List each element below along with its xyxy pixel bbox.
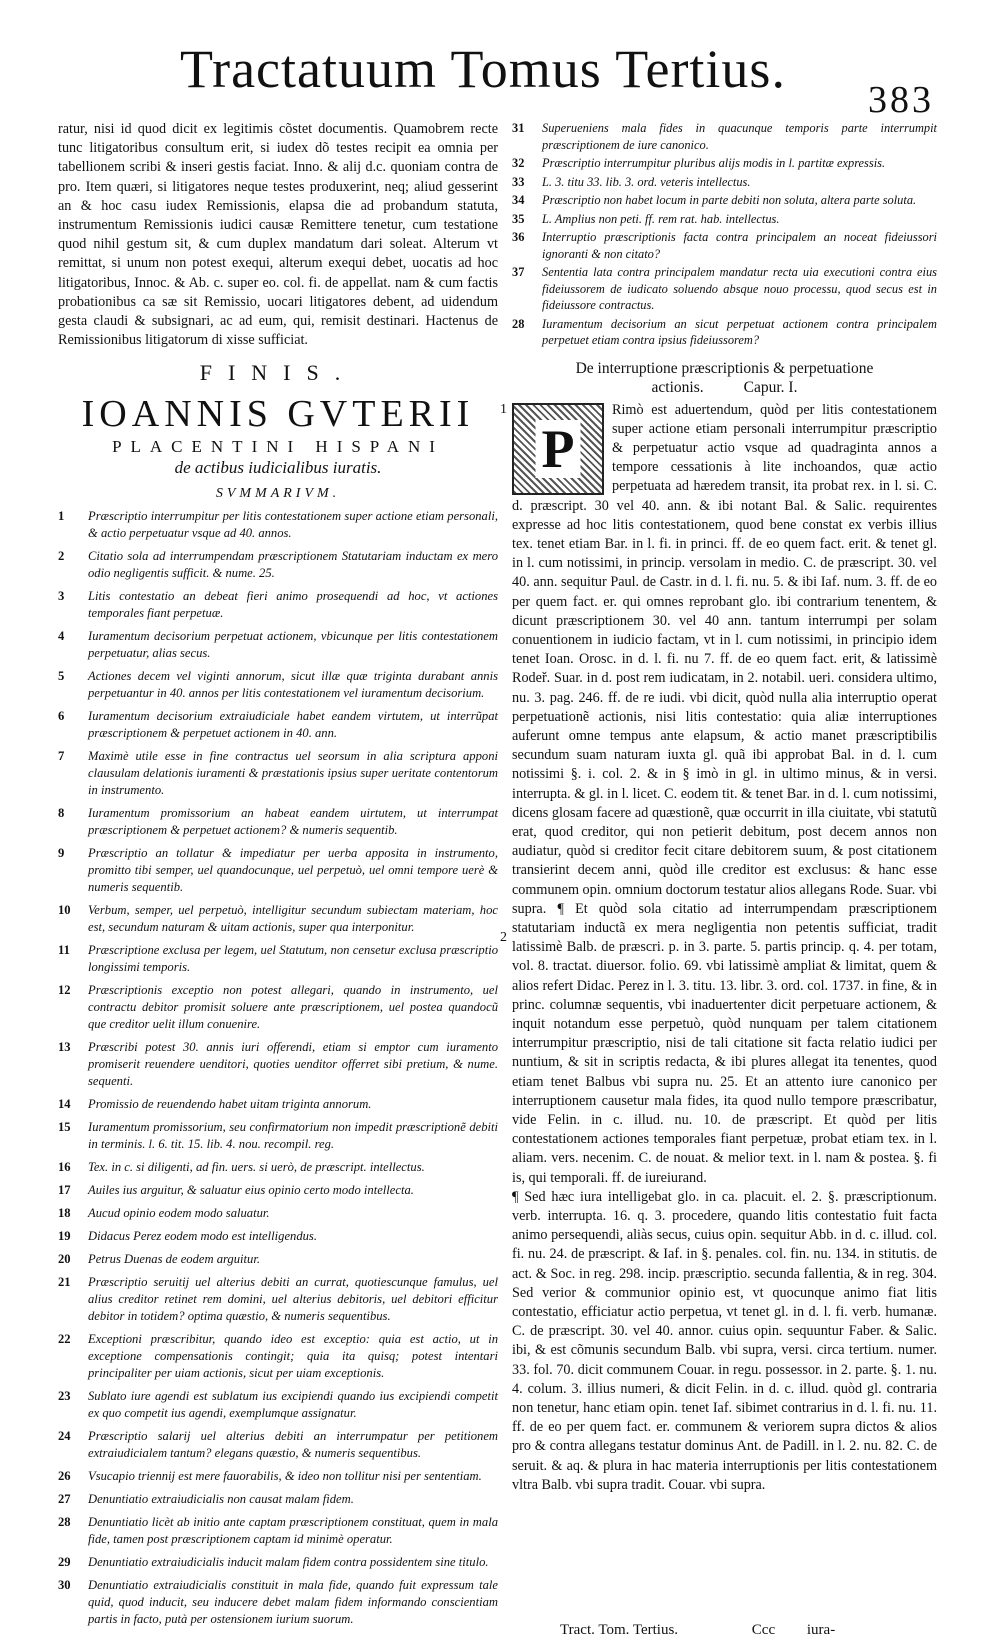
summary-text: Præscriptio interrumpitur pluribus alijs modis in l. partitæ expressis. bbox=[542, 156, 886, 170]
summary-text: L. Amplius non peti. ff. rem rat. hab. intellectus. bbox=[542, 211, 780, 226]
summary-item bbox=[58, 1428, 498, 1462]
summary-number: 1 bbox=[58, 509, 65, 524]
summary-item bbox=[58, 1205, 498, 1222]
chapter-subtitle bbox=[512, 378, 937, 397]
summary-item bbox=[512, 120, 937, 153]
summary-text: Præscriptio non habet locum in parte debiti non soluta, altera parte soluta. bbox=[542, 193, 917, 207]
summary-number: 33 bbox=[512, 174, 525, 189]
summary-text: Actiones decem vel viginti annorum, sicut illæ quæ triginta durabant annis perpetuantur in 40. annos per litis contestationem vel iuramentum decisorium. bbox=[88, 669, 498, 701]
summary-item bbox=[58, 1468, 498, 1485]
summary-item bbox=[512, 155, 937, 172]
summary-item bbox=[58, 548, 498, 582]
signature-mark: Ccc bbox=[751, 1622, 776, 1638]
summary-number: 31 bbox=[512, 121, 525, 135]
summary-item bbox=[58, 708, 498, 742]
summary-number: 36 bbox=[512, 230, 525, 244]
summary-item bbox=[58, 902, 498, 936]
initial-letter: P bbox=[536, 420, 581, 478]
summary-item bbox=[58, 1159, 498, 1176]
summary-item bbox=[512, 264, 937, 314]
summary-item bbox=[512, 229, 937, 262]
page-footer bbox=[560, 1622, 835, 1639]
summary-number: 7 bbox=[58, 749, 65, 764]
summary-item bbox=[512, 174, 937, 191]
author-subtitle: PLACENTINI HISPANI bbox=[112, 437, 444, 457]
summary-text: Citatio sola ad interrumpendam præscriptionem Statutariam inductam ex mero odio negligentis sufficit. & nume. 25. bbox=[88, 549, 498, 581]
summary-text: Exceptioni præscribitur, quando ideo est exceptio: quia est actio, ut in exceptione compensationis contingit; quia ita quisq; potest intentari principaliter per uiam actionis, sicut per uiam exceptionis. bbox=[88, 1332, 498, 1381]
summary-item bbox=[58, 1491, 498, 1508]
margin-note: 1 bbox=[500, 402, 507, 417]
summary-text: Denuntiatio extraiudicialis inducit malam fidem contra possidentem sine titulo. bbox=[88, 1555, 489, 1570]
summary-number: 28 bbox=[512, 316, 525, 331]
summary-number: 2 bbox=[58, 549, 65, 564]
summary-text: Iuramentum decisorium an sicut perpetuat actionem contra principalem perpetuet etiam contra ipsius fideiussorem? bbox=[542, 316, 937, 347]
summary-text: Iuramentum decisorium perpetuat actionem, vbicunque per litis contestationem perpetuatur, alias secus. bbox=[88, 629, 498, 661]
summary-number: 24 bbox=[58, 1429, 71, 1444]
summary-item bbox=[58, 1388, 498, 1422]
summary-item bbox=[512, 211, 937, 228]
summary-item bbox=[58, 1554, 498, 1571]
summary-number: 5 bbox=[58, 669, 65, 684]
running-title: Tractatuum Tomus Tertius. bbox=[180, 39, 786, 99]
summary-text: Litis contestatio an debeat fieri animo prosequendi ad hoc, vt actiones temporales fiant perpetuæ. bbox=[88, 589, 498, 621]
summary-item bbox=[58, 1514, 498, 1548]
summary-text: Maximè utile esse in fine contractus uel seorsum in alia scriptura apponi clausulam delationis iuramenti & præstationis ipsius super ueritate contentorum in instrumento. bbox=[88, 749, 498, 798]
summary-number: 19 bbox=[58, 1229, 71, 1244]
left-column bbox=[58, 120, 498, 1634]
summary-number: 15 bbox=[58, 1120, 71, 1135]
summary-number: 16 bbox=[58, 1160, 71, 1175]
summary-number: 12 bbox=[58, 983, 71, 998]
chapter-text-paragraph: ¶ Sed hæc iura intelligebat glo. in ca. placuit. el. 2. §. præscriptionum. verb. interrupta. 16. q. 3. procedere, quando litis contestatio fuit facta animo persequendi, aliàs secus, cuius opin. sequitur Abb. in d. c. illud. col. fi. nu. 24. de præscript. & Iaf. in §. penales. col. fin. nu. 134. in stitutis. de act. & Soc. in reg. 298. incip. præscriptio. secunda fallentia, & in reg. 304. Sed verior & communior opinio est, vt quocunque animo fiat litis contestatio, efficiatur actio perpetua, vt tenet gl. in d. l. fi. verb. humanæ. C. de præscript. 30. vel 40. annor. cuius opin. sequuntur Faber. & Salic. ibi, & est cõmunis secundum Balb. vbi supra, versi. circa tertium. numer. 33. fol. 70. dicit communem Couar. in regu. possessor. in 2. parte. §. 1. nu. 4. colum. 3. illius numeri, & dicit Felin. in d. c. illud. quòd gl. contraria non tenetur, hanc etiam opin. tenet Iaf. sibimet contrarius in d. l. fi. nu. 11. ff. de eo per quem fact. er. communem & veriorem supra dictos & alios pro & contra allegans testatur dominus Ant. de Padill. in l. 2. nu. 82. C. de seruit. & aq. & plura in hac materia interruptionis per litis contestationem vltra Balb. vbi supra tradit. Couar. vbi supra. bbox=[512, 1188, 937, 1493]
summary-number: 6 bbox=[58, 709, 65, 724]
summary-number: 20 bbox=[58, 1252, 71, 1267]
summary-text: Didacus Perez eodem modo est intelligendus. bbox=[88, 1229, 317, 1244]
summary-text: Auiles ius arguitur, & saluatur eius opinio certo modo intellecta. bbox=[88, 1183, 414, 1198]
summary-item bbox=[58, 982, 498, 1033]
summary-number: 32 bbox=[512, 156, 525, 170]
summary-number: 28 bbox=[58, 1515, 71, 1530]
summary-item bbox=[58, 1096, 498, 1113]
intro-paragraph: ratur, nisi id quod dicit ex legitimis cõstet documentis. Quamobrem recte tunc litigatoribus consultum erit, si iudex dõ testes recipit ea omnia per tabellionem scribi & inseri gestis faciat. Inno. & alij d.c. quoniam contra de pro. Item quæri, si litigatores neque testes produxerint, neq; aliud gesserint an & hoc casu iudex Remissionis, elapsa die ad probandum statuta, instrumentum Remissionis iudici causæ Remittere tenetur, cum testatione quod nihil gestum sit, & cum duplex mandatum dari soleat. Alterum vt remittat, si unum non potest exequi, alterum exequi debet, uocatis ad hoc litigatoribus, Innoc. & Ab. c. super eo. col. fi. de appellat. nam & cum factis probationibus ca sæ sit Remissio, uocari litigatores debent, ad uidendum gesta claudi & subsignari, ac ad eum, qui, remisit destinari. Hactenus de Remissionibus litigatorum di xisse sufficiat. bbox=[58, 121, 498, 349]
summary-text: Præscriptio interrumpitur per litis contestationem super actione etiam personali, & actio perpetuatur vsque ad 40. annos. bbox=[88, 509, 498, 541]
catchword: iura- bbox=[806, 1622, 836, 1638]
summary-number: 3 bbox=[58, 589, 65, 604]
summary-number: 10 bbox=[58, 903, 71, 918]
summary-number: 4 bbox=[58, 629, 65, 644]
summary-text: Iuramentum promissorium an habeat eandem uirtutem, ut interrumpat præscriptionem & perpetuet actionem? & numeris sequentib. bbox=[88, 806, 498, 838]
summary-text: Denuntiatio licèt ab initio ante captam præscriptionem constituat, quem in mala fide, tamen post præscriptionem captam id minimè operatur. bbox=[88, 1515, 498, 1547]
summary-text: Præscribi potest 30. annis iuri offerendi, etiam si emptor cum iuramento promiserit reuendere uenditori, quoties uenditor offerret sibi pretium, & nume. sequenti. bbox=[88, 1040, 498, 1089]
summary-item bbox=[58, 1119, 498, 1153]
summary-text: Præscriptione exclusa per legem, uel Statutum, non censetur exclusa præscriptio longissimi temporis. bbox=[88, 943, 498, 975]
summary-text: Præscriptio seruitij uel alterius debiti an currat, quotiescunque famulus, uel alius creditor retinet rem domini, uel alterius debitoris, uel debitori efficitur debitor in totidem? optima quæstio, & numeris sequentibus. bbox=[88, 1275, 498, 1324]
chapter-label: Capur. I. bbox=[743, 378, 798, 396]
summary-number: 21 bbox=[58, 1275, 71, 1290]
summarium-list-continued bbox=[512, 120, 937, 349]
summary-item bbox=[512, 192, 937, 209]
summary-text: Sublato iure agendi est sublatum ius excipiendi quando ius excipiendi competit ex quo competit ius agendi, exemplumque assignatur. bbox=[88, 1389, 498, 1421]
summary-text: Interruptio præscriptionis facta contra principalem an noceat fideiussori ignoranti & non citato? bbox=[542, 230, 937, 261]
summary-item bbox=[58, 1331, 498, 1382]
summary-text: Aucud opinio eodem modo saluatur. bbox=[88, 1206, 270, 1221]
summary-item bbox=[58, 508, 498, 542]
summary-number: 34 bbox=[512, 193, 525, 207]
summary-text: Denuntiatio extraiudicialis constituit in mala fide, quando fuit expressum tale quid, quod inducit, seu inducere debet malam fidem informando conscientiam partis in facto, putà per ostensionem iurium suorum. bbox=[88, 1578, 498, 1627]
summary-item bbox=[58, 845, 498, 896]
page-number: 383 bbox=[868, 79, 934, 121]
author-name: IOANNIS GVTERII bbox=[81, 393, 475, 436]
summary-item bbox=[58, 1182, 498, 1199]
decorated-initial bbox=[512, 403, 604, 495]
summary-item bbox=[58, 805, 498, 839]
summary-text: Petrus Duenas de eodem arguitur. bbox=[88, 1252, 260, 1267]
summary-text: Denuntiatio extraiudicialis non causat malam fidem. bbox=[88, 1492, 354, 1507]
summary-text: Iuramentum promissorium, seu confirmatorium non impedit præscriptionẽ debiti in terminis. l. 6. tit. 15. lib. 4. nou. recompil. reg. bbox=[88, 1120, 498, 1152]
right-column bbox=[512, 120, 937, 1495]
summary-number: 14 bbox=[58, 1097, 71, 1112]
summary-number: 23 bbox=[58, 1389, 71, 1404]
summary-text: Promissio de reuendendo habet uitam triginta annorum. bbox=[88, 1097, 372, 1112]
summary-item bbox=[58, 942, 498, 976]
summarium-list bbox=[58, 508, 498, 1628]
summary-item bbox=[58, 668, 498, 702]
summary-text: Præscriptio salarij uel alterius debiti an interrumpatur per petitionem extraiudicialem tantum? elegans quæstio, & numeris sequentibus. bbox=[88, 1429, 498, 1461]
work-title: de actibus iudicialibus iuratis. bbox=[174, 458, 382, 478]
summary-text: Iuramentum decisorium extraiudiciale habet eandem virtutem, ut interrũpat præscriptionem & perpetuet actionem in 40. ann. bbox=[88, 709, 498, 741]
summary-number: 13 bbox=[58, 1040, 71, 1055]
summary-number: 8 bbox=[58, 806, 65, 821]
summary-text: Verbum, semper, uel perpetuò, intelligitur secundum subiectam materiam, hoc est, secundum naturam & uitam actionis, super qua interponitur. bbox=[88, 903, 498, 935]
summary-text: L. 3. titu 33. lib. 3. ord. veteris intellectus. bbox=[542, 174, 751, 189]
summary-number: 27 bbox=[58, 1492, 71, 1507]
summary-number: 30 bbox=[58, 1578, 71, 1593]
chapter-text-paragraph: Rimò est aduertendum, quòd per litis contestationem super actione etiam personali interrumpitur præscriptio & perpetuatur actio vsque ad quadraginta annos a tempore cessationis à lite inchoandos, quæ actio perpetuata ad hæredem transit, ita probat rex. in l. si. C. d. præscript. 30 vel 40. ann. & ibi notant Bal. & Salic. requirentes expresse ad hoc litis contestationem, quod bene constat ex verbis illius tex. tenet etiam Bar. in l. fi. in princi. ff. de eo quem fact. erit. & tenet gl. in l. cum notissimi, in princip. versolam in medio. C. de præscript. 30. vel 40. ann. sequitur Paul. de Castr. in d. l. fi. nu. 5. & ibi Iaf. num. 3. ff. de eo per quem fact. er. qui omnes reprobant glo. ibi contrarium tenentem, & dicunt præscriptionem 30. vel 40 ann. tantum interrumpi per solam conuentionem in iudicio factam, vt in l. cum notissimi, in principio idem tenet Ioan. Orosc. in d. l. fi. nu 7. ff. de eo quem fact. erit, & latissimè Rodeř. Suar. in d. post rem iudicatam, in 2. notabil. ueri. considera ultimo, nu. 3. pag. 246. ff. de re iudi. vbi dicit, quòd nulla alia interruptio operat perpetuationẽ actionis, nisi litis contestatio: quia aliæ interruptiones auferunt omne tempus ante elapsum, & actio manet præscriptibilis secundum suam naturam iuxta gl. quã ibi approbat Bal. in d. l. cum notissimi §. i. col. 2. & in § imò in gl. in ultimo minus, & in versi. interrupta. & gl. in l. licet. C. eodem tit. & tenet Bar. in d. l. cum notissimi, dicens glosam facere ad quæstionẽ, quæ occurrit in illa ciuitate, vbi statutũ erat, quod creditor, qui non petierit debitum, post decem annos non audiatur, quòd si creditor fecit citare debitorem suum, & post citationem transierint decem anni, quòd ille creditor est exclusus: & hanc esse communem opin. omnium doctorum testatur alios allegans Rode. Suar. vbi supra. ¶ Et quòd sola citatio ad interrumpendam præscriptionem statutariam inductã ex mera negligentia non petentis sufficiat, tradit latissimè Balb. de præscri. p. in 3. parte. 5. partis princip. q. 4. per totam, vol. 8. tractat. diuersor. folio. 69. vbi latissimè ampliat & limitat, quem & alios refert Didac. Perez in l. 3. titu. 13. libr. 3. ord. col. 1737. in fine, & in princ. columnæ sequentis, vbi inaduertenter dicit perpetuare actionem, & inquit notandum esse perpetuò, quòd nunquam per talem citationem interrumpitur præscriptio, nisi de tali citatione sit facta relatio iudici per nuntium, & sit in scriptis redacta, & ibi plures allegat ita tenentes, quod etiam tenet Balbus vbi supra nu. 25. Et an attento iure canonico per interruptionem causetur mala fides, ita quod nullo tempore præscribatur, vide Felin. in c. illud. nu. 10. de præscript. Et quòd per litis contestationem actiones temporales fiant perpetuæ, probat etiam tex. in l. aliam. vers. necenim. C. de nouat. & melior text. in l. nam & postea. §. fi is, qui temporali. ff. de iureiurand. bbox=[512, 401, 937, 1186]
summary-number: 17 bbox=[58, 1183, 71, 1198]
chapter-title: De interruptione præscriptionis & perpetuatione bbox=[575, 359, 874, 377]
margin-note: 2 bbox=[500, 930, 507, 945]
summary-text: Superueniens mala fides in quacunque temporis parte interrumpit præscriptionem de iure canonico. bbox=[542, 121, 937, 152]
summary-text: Tex. in c. si diligenti, ad fin. uers. si uerò, de præscript. intellectus. bbox=[88, 1160, 425, 1175]
summary-item bbox=[512, 316, 937, 349]
summary-number: 37 bbox=[512, 265, 525, 279]
summary-item bbox=[58, 1228, 498, 1245]
summary-item bbox=[58, 1251, 498, 1268]
summary-number: 9 bbox=[58, 846, 65, 861]
summary-text: Præscriptio an tollatur & impediatur per uerba apposita in instrumento, promitto tibi semper, uel quandocunque, uel perpetuò, uel omni tempore uerè & numeris sequentib. bbox=[88, 846, 498, 895]
summary-number: 26 bbox=[58, 1469, 71, 1484]
summary-text: Præscriptionis exceptio non potest allegari, quando in instrumento, uel contractu debitor promisit soluere ante præscriptionem, uel postea quandocũ que creditor uelit illum conuenire. bbox=[88, 983, 498, 1032]
summary-number: 35 bbox=[512, 211, 525, 226]
summary-number: 22 bbox=[58, 1332, 71, 1347]
summary-number: 11 bbox=[58, 943, 70, 958]
summary-number: 29 bbox=[58, 1555, 71, 1570]
summary-item bbox=[58, 1577, 498, 1628]
summary-number: 18 bbox=[58, 1206, 71, 1221]
summary-text: Sententia lata contra principalem mandatur recta uia executioni contra eius fideiussorem de iudicato soluendo absque nouo processu, quod secus est in fideiussore contractus. bbox=[542, 265, 937, 312]
summary-item bbox=[58, 748, 498, 799]
chapter-word: actionis. bbox=[651, 378, 704, 396]
summarium-heading: SVMMARIVM. bbox=[215, 486, 341, 502]
running-foot: Tract. Tom. Tertius. bbox=[560, 1622, 679, 1638]
summary-item bbox=[58, 588, 498, 622]
summary-item bbox=[58, 1039, 498, 1090]
summary-text: Vsucapio triennij est mere fauorabilis, & ideo non tollitur nisi per sententiam. bbox=[88, 1469, 482, 1484]
summary-item bbox=[58, 628, 498, 662]
finis-heading: FINIS. bbox=[199, 360, 357, 386]
summary-item bbox=[58, 1274, 498, 1325]
